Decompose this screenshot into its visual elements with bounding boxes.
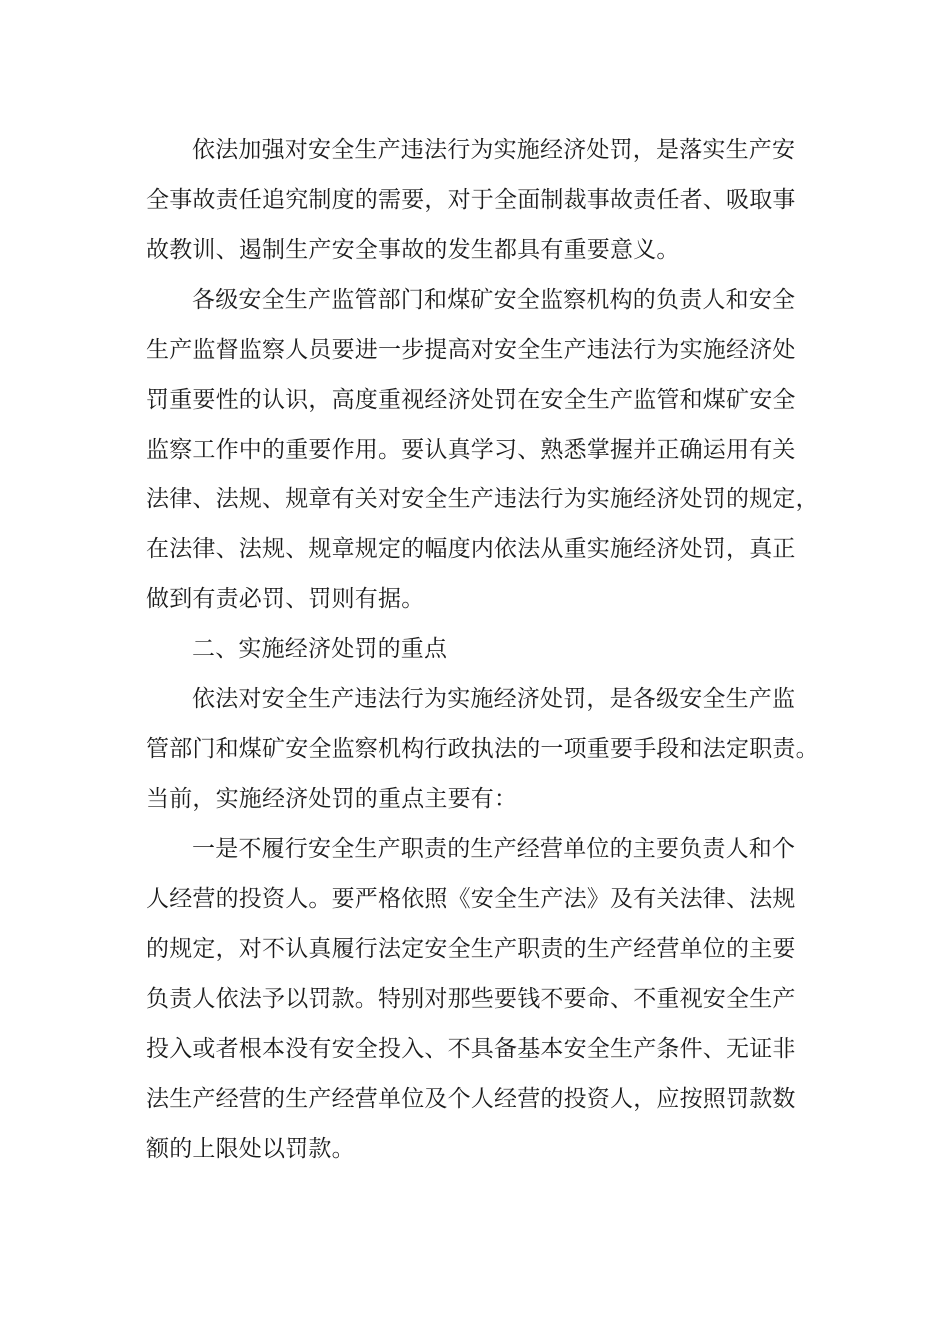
section-heading: 二、实施经济处罚的重点 [192, 636, 448, 662]
paragraph-1-line-3: 故教训、遏制生产安全事故的发生都具有重要意义。 [146, 237, 680, 263]
paragraph-2-line-3: 罚重要性的认识，高度重视经济处罚在安全生产监管和煤矿安全 [146, 387, 796, 413]
paragraph-4-line-6: 法生产经营的生产经营单位及个人经营的投资人，应按照罚款数 [146, 1086, 796, 1112]
paragraph-3-line-1: 依法对安全生产违法行为实施经济处罚，是各级安全生产监 [192, 686, 796, 712]
paragraph-1-line-2: 全事故责任追究制度的需要，对于全面制裁事故责任者、吸取事 [146, 187, 796, 213]
paragraph-4-line-3: 的规定，对不认真履行法定安全生产职责的生产经营单位的主要 [146, 936, 796, 962]
paragraph-2-line-6: 在法律、法规、规章规定的幅度内依法从重实施经济处罚，真正 [146, 536, 796, 562]
paragraph-4-line-4: 负责人依法予以罚款。特别对那些要钱不要命、不重视安全生产 [146, 986, 796, 1012]
paragraph-4-line-5: 投入或者根本没有安全投入、不具备基本安全生产条件、无证非 [146, 1036, 796, 1062]
paragraph-2-line-2: 生产监督监察人员要进一步提高对安全生产违法行为实施经济处 [146, 337, 796, 363]
paragraph-1-line-1: 依法加强对安全生产违法行为实施经济处罚，是落实生产安 [192, 137, 796, 163]
paragraph-3-line-3: 当前，实施经济处罚的重点主要有： [146, 786, 518, 812]
paragraph-4-line-1: 一是不履行安全生产职责的生产经营单位的主要负责人和个 [192, 836, 796, 862]
paragraph-4-line-2: 人经营的投资人。要严格依照《安全生产法》及有关法律、法规 [146, 886, 796, 912]
paragraph-2-line-5: 法律、法规、规章有关对安全生产违法行为实施经济处罚的规定， [146, 486, 819, 512]
paragraph-2-line-1: 各级安全生产监管部门和煤矿安全监察机构的负责人和安全 [192, 287, 796, 313]
paragraph-3-line-2: 管部门和煤矿安全监察机构行政执法的一项重要手段和法定职责。 [146, 736, 819, 762]
paragraph-2-line-7: 做到有责必罚、罚则有据。 [146, 586, 425, 612]
paragraph-2-line-4: 监察工作中的重要作用。要认真学习、熟悉掌握并正确运用有关 [146, 437, 796, 463]
paragraph-4-line-7: 额的上限处以罚款。 [146, 1136, 355, 1162]
